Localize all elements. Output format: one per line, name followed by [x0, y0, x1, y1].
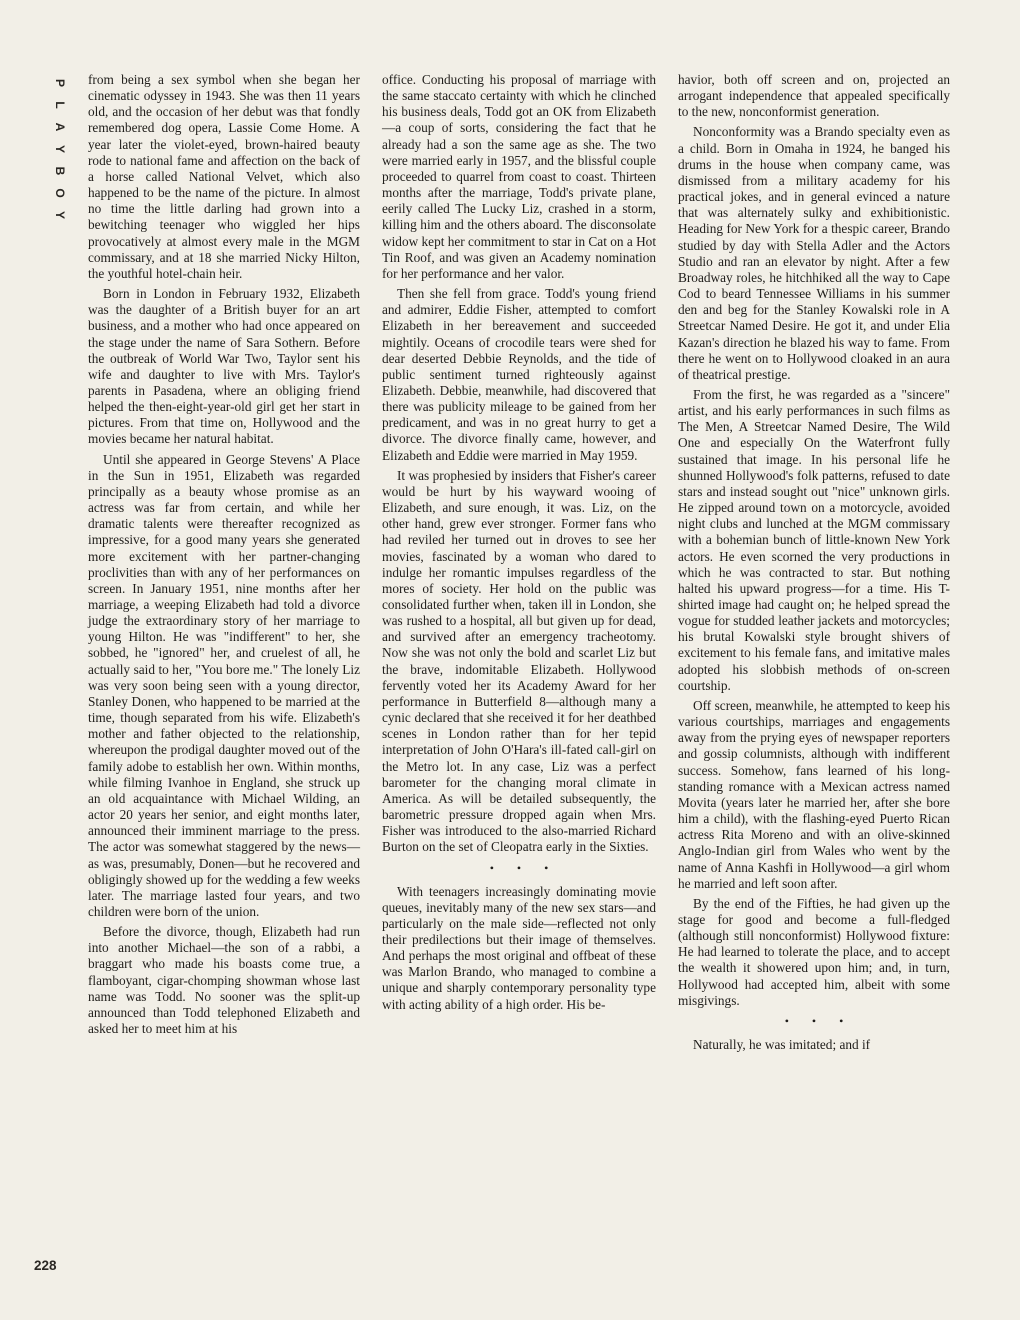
running-head-letter: Y	[53, 144, 67, 153]
paragraph: Naturally, he was imitated; and if	[693, 1036, 871, 1052]
paragraph: office. Conducting his proposal of marriage with the same staccato certainty with which he clinched his business deals, Todd got an OK from Elizabeth—a coup of sorts, considering the fact that he already had a son the same age as she. The two were married early in 1957, and the blissful couple proceeded to quarrel from coast to coast. Thirteen months after the marriage, Todd's private plane, eerily called The Lucky Liz, crashed in a storm, killing him and the others aboard. The disconsolate widow kept her commitment to star in Cat on a Hot Tin Roof, and was given an Academy nomination for her performance and her valor.	[382, 72, 657, 281]
paragraph: from being a sex symbol when she began her cinematic odyssey in 1943. She was then 11 years old, and the occasion of her debut was that fondly remembered dog opera, Lassie Come Home. A year later the violet-eyed, brown-haired beauty rode to national fame and affection on the back of a horse called National Velvet, which also happened to be the name of the picture. In almost no time the little darling had grown into a bewitching teenager who wiggled her hips provocatively at almost every male in the MGM commissary, and at 18 she married Nicky Hilton, the youthful hotel-chain heir.	[88, 72, 360, 281]
paragraph: Until she appeared in George Stevens' A Place in the Sun in 1951, Elizabeth was regarded principally as a beauty whose promise as an actress was far from certain, and while her dramatic talents were thereafter recognized as impressive, for a good many years she generated more excitement with her partner-changing proclivities than with any of her performances on screen. In January 1951, nine months after her marriage, a weeping Elizabeth had told a divorce judge the extraordinary story of her marriage to young Hilton. He was "indifferent" to her, she sobbed, he "ignored" her, and cruelest of all, he actually said to her, "You bore me." The lonely Liz was very soon being seen with a young director, Stanley Donen, who happened to be married at the time, though separated from his wife. Elizabeth's mother and father objected to the relationship, whereupon the prodigal daughter moved out of the family adobe to establish her own. Within months, while filming Ivanhoe in England, she struck up an old acquaintance with Michael Wilding, an actor 20 years her senior, and eight months later, announced their imminent marriage to the press. The actor was somewhat staggered by the news—as was, presumably, Donen—but he recovered and obligingly showed up for the wedding a few weeks later. The marriage lasted four years, and two children were born of the union.	[88, 451, 360, 919]
running-head-letter: O	[53, 188, 67, 198]
text-column-1	[88, 72, 360, 1041]
section-separator: • • •	[489, 860, 559, 875]
running-head	[52, 72, 68, 226]
running-head-letter: B	[53, 166, 67, 176]
section-separator: • • •	[784, 1013, 854, 1028]
page-number: 228	[34, 1258, 57, 1273]
running-head-letter: L	[53, 101, 67, 109]
paragraph: By the end of the Fifties, he had given up the stage for good and become a full-fledged (although still nonconformist) Hollywood fixture: He had learned to tolerate the place, and to accept the wealth it showered upon him; and, in turn, Hollywood had accepted him, albeit with some misgivings.	[678, 895, 950, 1008]
running-head-letter: Y	[53, 210, 67, 219]
paragraph: With teenagers increasingly dominating movie queues, inevitably many of the new sex stars—and particularly on the male side—reflected not only their predilections but their image of themselves. And perhaps the most original and offbeat of these was Marlon Brando, who managed to combine a unique and sharply contemporary personality type with acting ability of a high order. His be-	[382, 883, 656, 1012]
paragraph: Then she fell from grace. Todd's young friend and admirer, Eddie Fisher, attempted to comfort Elizabeth in her bereavement and succeeded mightily. Oceans of crocodile tears were shed for dear deserted Debbie Reynolds, and the tide of public sentiment turned righteously against Elizabeth. Debbie, meanwhile, had discovered that there was publicity mileage to be gained from her predicament, and was in no great hurry to get a divorce. The divorce finally came, however, and Elizabeth and Eddie were married in May 1959.	[382, 286, 656, 463]
running-head-letter: A	[53, 122, 67, 132]
text-column-3	[678, 72, 950, 1057]
paragraph: Nonconformity was a Brando specialty even as a child. Born in Omaha in 1924, he banged his drums in the house when company came, was dismissed from a military academy for his practical jokes, and in general evinced a nature that was alternately sulky and exhibitionistic. Heading for New York for a thespic career, Brando studied by day with Stella Adler and the Actors Studio and ran an elevator by night. After a few Broadway roles, he hitchhiked all the way to Cape Cod to beard Tennessee Williams in his summer den and beg for the Stanley Kowalski role in A Streetcar Named Desire. He got it, and under Elia Kazan's direction he blazed his way to fame. From there he went on to Hollywood cloaked in an aura of theatrical prestige.	[678, 124, 950, 382]
paragraph: Born in London in February 1932, Elizabeth was the daughter of a British buyer for an art business, and a mother who had once appeared on the stage under the name of Sara Sothern. Before the outbreak of World War Two, Taylor sent his wife and daughter to live with Mrs. Taylor's parents in Pasadena, where an obliging friend helped the then-eight-year-old girl get her start in pictures. From that time on, Hollywood and the movies became her natural habitat.	[88, 286, 360, 447]
paragraph: havior, both off screen and on, projected an arrogant independence that appealed specifically to the new, nonconformist generation.	[678, 72, 950, 120]
paragraph: Off screen, meanwhile, he attempted to keep his various courtships, marriages and engagements away from the prying eyes of newspaper reporters and gossip columnists, although with indifferent success. Somehow, fans learned of his long-standing romance with a Mexican actress named Movita (years later he married her, after she bore him a child), with the flashing-eyed Puerto Rican actress Rita Moreno and with an olive-skinned Anglo-Indian girl from Wales who went by the name of Anna Kashfi in Hollywood—a girl whom he married and left soon after.	[678, 697, 950, 891]
paragraph: It was prophesied by insiders that Fisher's career would be hurt by his wayward wooing of Elizabeth, and sure enough, it was. Liz, on the other hand, grew ever stronger. Former fans who had reviled her turned out in droves to see her movies, fascinated by a woman who dared to indulge her romantic impulses regardless of the mores of society. Her hold on the public was consolidated further when, taken ill in London, she was rushed to a hospital, all but given up for dead, and survived after an emergency tracheotomy. Now she was not only the bold and scarlet Liz but the brave, indomitable Elizabeth. Hollywood fervently voted her its Academy Award for her performance in Butterfield 8—although many a cynic declared that she received it for her deathbed scenes in London rather than for her tepid interpretation of John O'Hara's ill-fated call-girl on the Metro lot. In any case, Liz was a perfect barometer for the changing moral climate in America. As will be detailed subsequently, the barometric pressure dropped again when Mrs. Fisher was introduced to the also-married Richard Burton on the set of Cleopatra early in the Sixties.	[382, 467, 656, 855]
text-column-2	[382, 72, 656, 1017]
paragraph: From the first, he was regarded as a "sincere" artist, and his early performances in such films as The Men, A Streetcar Named Desire, The Wild One and especially On the Waterfront fully sustained that image. In his personal life he shunned Hollywood's folk patterns, refused to date stars and instead sought out "nice" unknown girls. He zipped around town on a motorcycle, avoided night clubs and lunched at the MGM commissary with a bohemian bunch of little-known New York actors. He even scorned the very productions in which he was contracted to star. But nothing halted his upward progress—for a time. His T-shirted image had caught on; he helped spread the vogue for studded leather jackets and motorcycles; his brutal Kowalski style brought shivers of excitement to his female fans, and imitative males adopted his slobbish methods of on-screen courtship.	[678, 386, 950, 693]
paragraph: Before the divorce, though, Elizabeth had run into another Michael—the son of a rabbi, a braggart who made his boasts come true, a flamboyant, cigar-chomping showman whose last name was Todd. No sooner was the split-up announced than Todd telephoned Elizabeth and asked her to meet him at his	[88, 924, 360, 1037]
running-head-letter: P	[53, 78, 67, 87]
